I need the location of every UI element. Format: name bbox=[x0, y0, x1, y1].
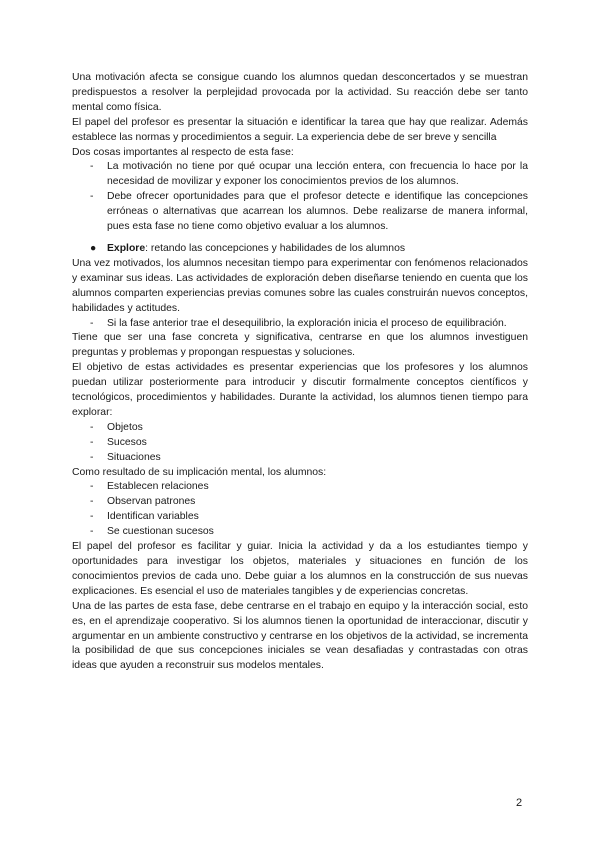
list-item: - Sucesos bbox=[72, 436, 528, 451]
explore-subtitle: : retando las concepciones y habilidades de los alumnos bbox=[145, 242, 406, 254]
list-item: - Identifican variables bbox=[72, 510, 528, 525]
paragraph-explore-intro: Una vez motivados, los alumnos necesitan tiempo para experimentar con fenómenos relacionados y examinar sus ideas. Las actividades de exploración deben diseñarse teniendo en cuenta que los alumnos comparten experiencias previas comunes sobre las cuales construirán nuevos conceptos, habilidades y actitudes. bbox=[72, 257, 528, 314]
list-item: - Se cuestionan sucesos bbox=[72, 525, 528, 540]
paragraph-teacher-role-motivation: El papel del profesor es presentar la situación e identificar la tarea que hay que realizar. Además establece las normas y procedimientos a seguir. La experiencia debe de ser breve y sencilla bbox=[72, 116, 528, 143]
paragraph-mental-result: Como resultado de su implicación mental, los alumnos: bbox=[72, 466, 327, 478]
list-item: - La motivación no tiene por qué ocupar una lección entera, con frecuencia lo hace por la necesidad de movilizar y exponer los conocimientos previos de los alumnos. bbox=[72, 160, 528, 190]
list-item: - Establecen relaciones bbox=[72, 480, 528, 495]
paragraph-concrete-phase: Tiene que ser una fase concreta y significativa, centrarse en que los alumnos investiguen preguntas y problemas y propongan respuestas y soluciones. bbox=[72, 332, 528, 359]
paragraph-motivation-effect: Una motivación afecta se consigue cuando los alumnos quedan desconcertados y se muestran predispuestos a resolver la perplejidad provocada por la actividad. Su reacción debe ser tanto mental como física. bbox=[72, 72, 528, 113]
page-number: 2 bbox=[516, 797, 523, 809]
paragraph-cooperative-learning: Una de las partes de esta fase, debe centrarse en el trabajo en equipo y la interacción social, esto es, en el aprendizaje cooperativo. Si los alumnos tienen la oportunidad de interaccionar, discutir y argumentar en un ambiente constructivo y centrarse en los objetivos de la actividad, se incrementa la posibilidad de que sus concepciones iniciales se vean desafiadas y contrastadas con otras ideas que ayuden a reconstruir sus modelos mentales. bbox=[72, 600, 528, 672]
list-equilibration bbox=[72, 317, 528, 332]
paragraph-objective: El objetivo de estas actividades es presentar experiencias que los profesores y los alumnos puedan utilizar posteriormente para introducir y discutir formalmente conceptos científicos y tecnológicos, procedimientos y habilidades. Durante la actividad, los alumnos tienen tiempo para explorar: bbox=[72, 362, 528, 418]
document-page bbox=[72, 71, 528, 674]
paragraph-teacher-role-explore: El papel del profesor es facilitar y guiar. Inicia la actividad y da a los estudiantes tiempo y oportunidades para investigar los objetos, materiales y situaciones en función de los conocimientos previos de cada uno. Debe guiar a los alumnos en la construcción de sus nuevas explicaciones. Es esencial el uso de materiales tangibles y de experiencias concretas. bbox=[72, 541, 528, 597]
list-item: - Situaciones bbox=[72, 451, 528, 466]
section-heading-explore bbox=[72, 242, 528, 257]
list-item: - Debe ofrecer oportunidades para que el profesor detecte e identifique las concepciones erróneas o alternativas que acarrean los alumnos. Debe realizarse de manera informal, pues esta fase no tiene como objetivo evaluar a los alumnos. bbox=[72, 190, 528, 235]
list-item: - Si la fase anterior trae el desequilibrio, la exploración inicia el proceso de equilibración. bbox=[72, 317, 528, 332]
list-item: - Objetos bbox=[72, 421, 528, 436]
list-explore-items bbox=[72, 421, 528, 466]
list-item: - Observan patrones bbox=[72, 495, 528, 510]
list-two-things bbox=[72, 160, 528, 235]
list-student-actions bbox=[72, 480, 528, 540]
paragraph-two-things: Dos cosas importantes al respecto de esta fase: bbox=[72, 146, 294, 158]
bullet-icon: ● bbox=[90, 242, 97, 254]
explore-title: Explore bbox=[107, 242, 146, 254]
